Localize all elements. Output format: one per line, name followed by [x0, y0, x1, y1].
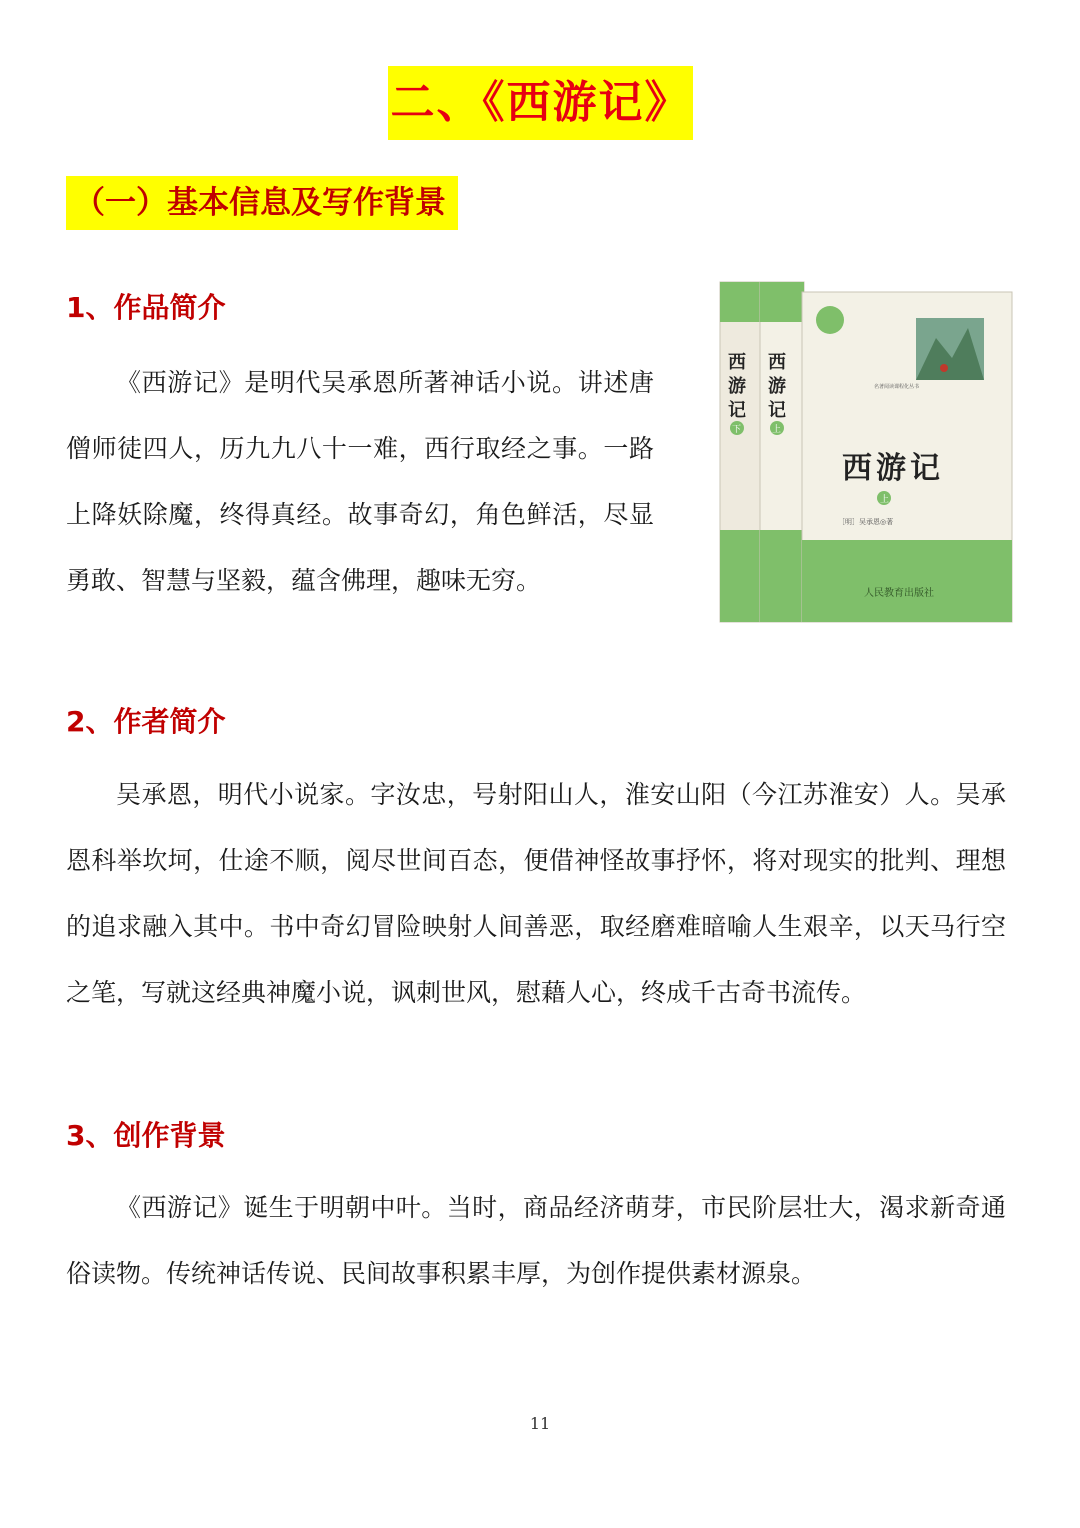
page-number: 11: [529, 1414, 551, 1433]
svg-text:游: 游: [728, 376, 746, 397]
svg-text:西: 西: [728, 352, 746, 373]
paragraph-work-intro: 《西游记》是明代吴承恩所著神话小说。讲述唐僧师徒四人，历九九八十一难，西行取经之事。一路上降妖除魔，终得真经。故事奇幻，角色鲜活，尽显勇敢、智慧与坚毅，蕴含佛理，趣味无穷。: [66, 368, 654, 595]
svg-text:人民教育出版社: 人民教育出版社: [864, 588, 934, 599]
svg-text:游: 游: [768, 376, 786, 397]
svg-text:［明］吴承恩◎著: ［明］吴承恩◎著: [838, 518, 894, 526]
main-title: 二、《西游记》: [388, 66, 693, 140]
heading-work-intro: 1、作品简介: [66, 291, 226, 324]
svg-text:记: 记: [728, 400, 746, 421]
section-subtitle: （一）基本信息及写作背景: [66, 176, 458, 230]
book-cover-image: [716, 278, 1016, 626]
svg-text:名著阅读课程化丛书: 名著阅读课程化丛书: [874, 384, 920, 390]
heading-author-intro: 2、作者简介: [66, 705, 226, 738]
svg-text:西: 西: [768, 352, 786, 373]
svg-text:上: 上: [772, 425, 782, 435]
svg-text:西游记: 西游记: [842, 451, 944, 486]
svg-text:记: 记: [768, 400, 786, 421]
paragraph-author-intro: 吴承恩，明代小说家。字汝忠，号射阳山人，淮安山阳（今江苏淮安）人。吴承恩科举坎坷，仕途不顺，阅尽世间百态，便借神怪故事抒怀，将对现实的批判、理想的追求融入其中。书中奇幻冒险映射人间善恶，取经磨难暗喻人生艰辛，以天马行空之笔，写就这经典神魔小说，讽刺世风，慰藉人心，终成千古奇书流传。: [66, 780, 1006, 1007]
paragraph-creation-background: 《西游记》诞生于明朝中叶。当时，商品经济萌芽，市民阶层壮大，渴求新奇通俗读物。传统神话传说、民间故事积累丰厚，为创作提供素材源泉。: [66, 1193, 1006, 1288]
svg-text:上: 上: [880, 495, 890, 505]
heading-creation-background: 3、创作背景: [66, 1119, 226, 1152]
svg-text:下: 下: [732, 425, 742, 435]
